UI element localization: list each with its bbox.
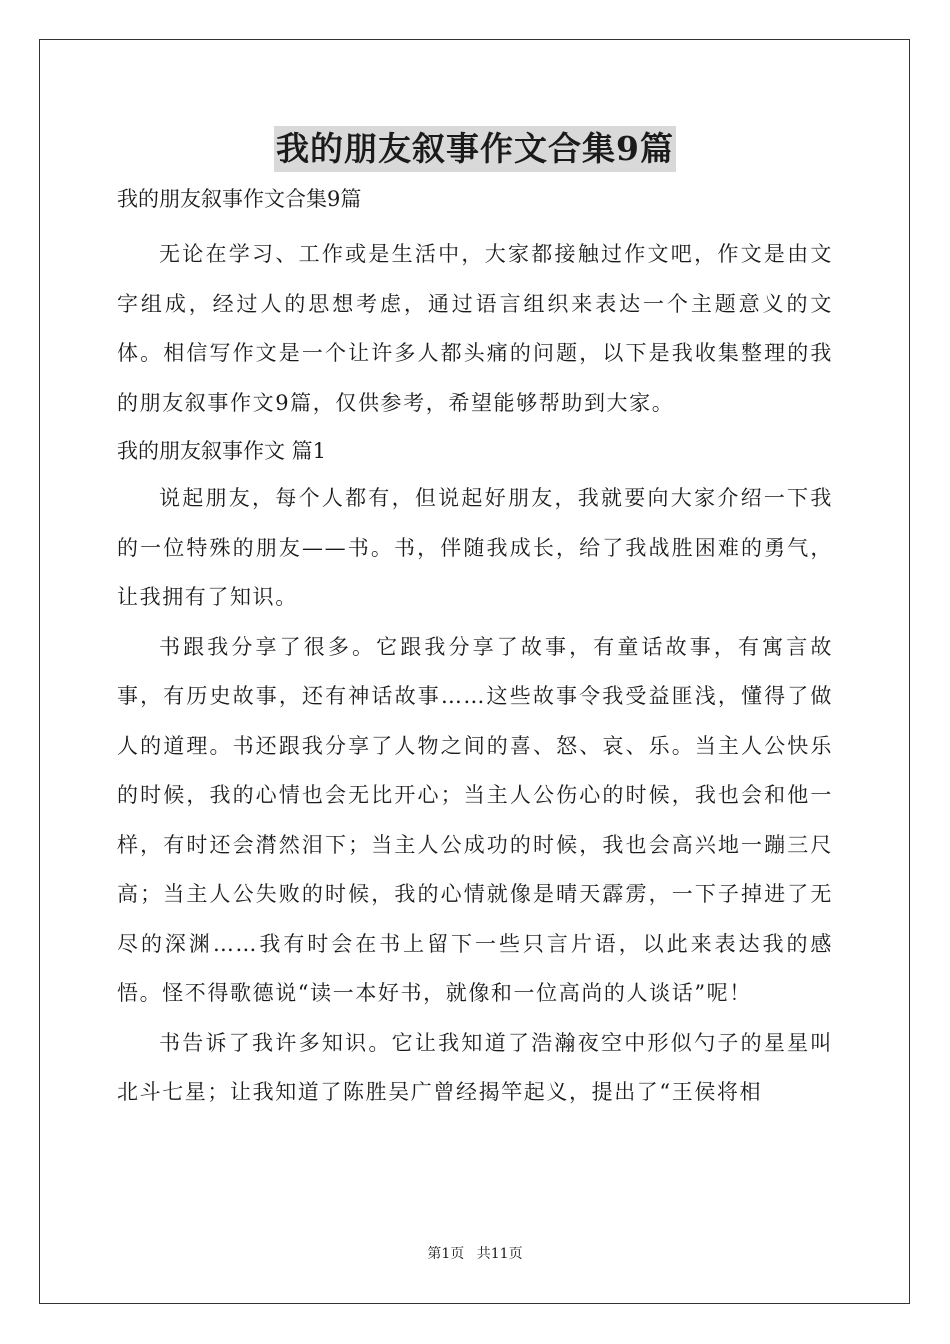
document-subtitle: 我的朋友叙事作文合集9篇 [117, 187, 362, 211]
page-total: 共11页 [476, 1246, 523, 1262]
section-heading: 我的朋友叙事作文 篇1 [117, 439, 327, 463]
document-body [117, 180, 833, 1118]
body-paragraph: 书跟我分享了很多。它跟我分享了故事，有童话故事，有寓言故事，有历史故事，还有神话故事……这些故事令我受益匪浅，懂得了做人的道理。书还跟我分享了人物之间的喜、怒、哀、乐。当主人公快乐的时候，我的心情也会无比开心；当主人公伤心的时候，我也会和他一样，有时还会潸然泪下；当主人公成功的时候，我也会高兴地一蹦三尺高；当主人公失败的时候，我的心情就像是晴天霹雳，一下子掉进了无尽的深渊……我有时会在书上留下一些只言片语，以此来表达我的感悟。怪不得歌德说“读一本好书，就像和一位高尚的人谈话”呢！ [117, 634, 833, 1005]
body-paragraph: 说起朋友，每个人都有，但说起好朋友，我就要向大家介绍一下我的一位特殊的朋友——书。书，伴随我成长，给了我战胜困难的勇气，让我拥有了知识。 [117, 486, 833, 609]
intro-paragraph: 无论在学习、工作或是生活中，大家都接触过作文吧，作文是由文字组成，经过人的思想考虑，通过语言组织来表达一个主题意义的文体。相信写作文是一个让许多人都头痛的问题，以下是我收集整理的我的朋友叙事作文9篇，仅供参考，希望能够帮助到大家。 [117, 242, 833, 415]
page-footer [0, 1244, 950, 1264]
page-number: 第1页 [427, 1246, 465, 1262]
title-container [0, 126, 950, 172]
document-title: 我的朋友叙事作文合集9篇 [274, 126, 676, 172]
body-paragraph: 书告诉了我许多知识。它让我知道了浩瀚夜空中形似勺子的星星叫北斗七星；让我知道了陈胜吴广曾经揭竿起义，提出了“王侯将相 [117, 1030, 833, 1104]
